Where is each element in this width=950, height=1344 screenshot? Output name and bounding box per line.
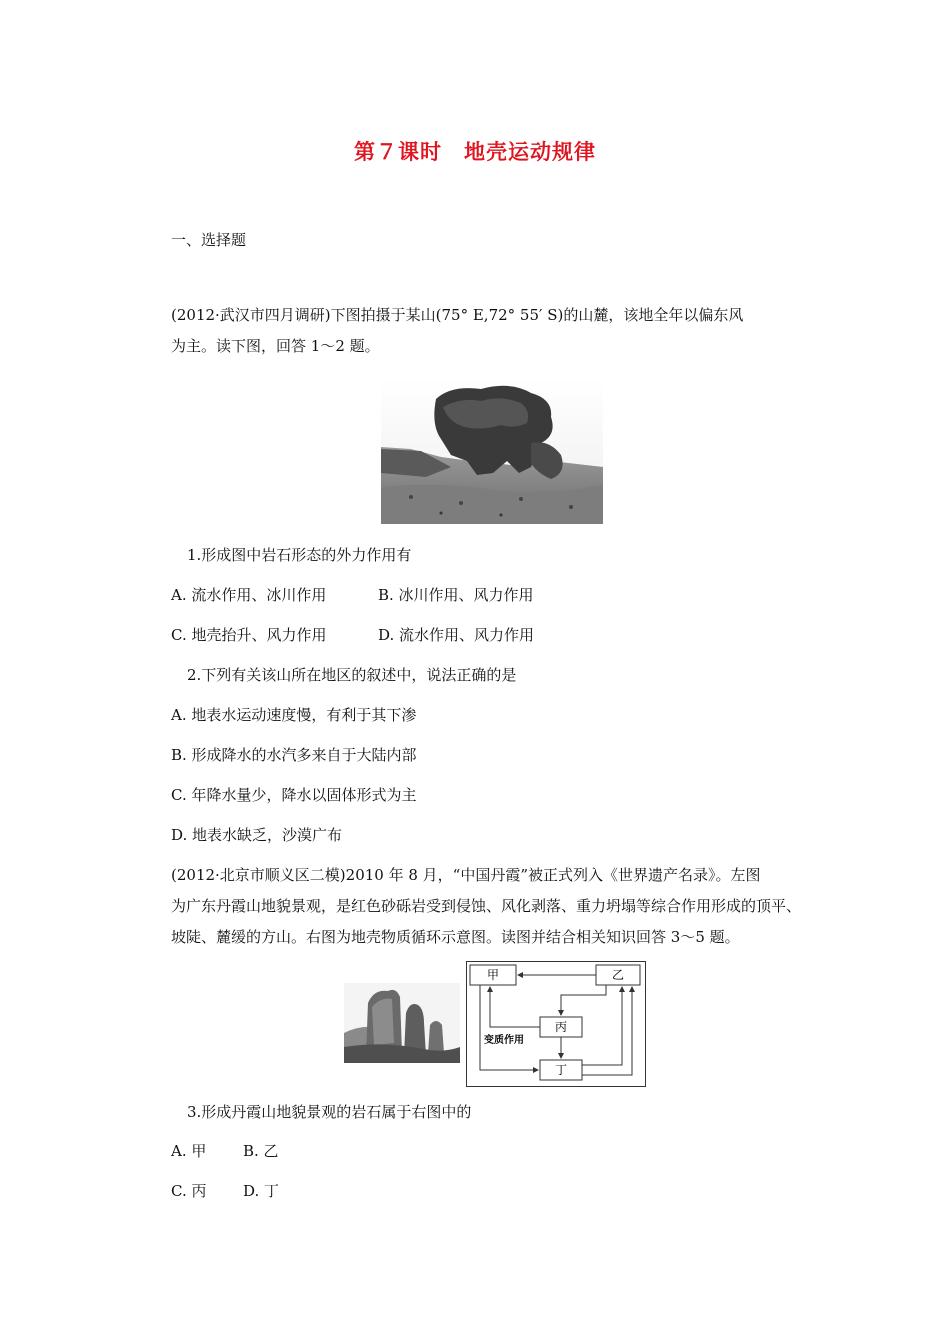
q1-stem: 1.形成图中岩石形态的外力作用有 <box>187 546 412 564</box>
q3-option-c: C. 丙 <box>171 1182 207 1200</box>
section-heading: 一、选择题 <box>171 231 247 249</box>
q1-option-c: C. 地壳抬升、风力作用 <box>171 626 327 644</box>
q1-option-a: A. 流水作用、冰川作用 <box>171 586 327 604</box>
rock-cycle-diagram <box>466 961 646 1087</box>
intro2-line1: (2012·北京市顺义区二模)2010 年 8 月，“中国丹霞”被正式列入《世界遗产名录》。左图 <box>171 866 761 884</box>
q2-stem: 2.下列有关该山所在地区的叙述中，说法正确的是 <box>187 666 517 684</box>
intro2-line3: 坡陡、麓缓的方山。右图为地壳物质循环示意图。读图并结合相关知识回答 3～5 题。 <box>171 928 740 946</box>
q2-option-a: A. 地表水运动速度慢，有利于其下渗 <box>171 706 417 724</box>
label-jia: 甲 <box>486 968 500 982</box>
intro2-line2: 为广东丹霞山地貌景观，是红色砂砾岩受到侵蚀、风化剥落、重力坍塌等综合作用形成的顶平、 <box>171 897 802 915</box>
q3-stem: 3.形成丹霞山地貌景观的岩石属于右图中的 <box>187 1103 472 1121</box>
q1-option-b: B. 冰川作用、风力作用 <box>378 586 534 604</box>
intro1-line1: (2012·武汉市四月调研)下图拍摄于某山(75° E,72° 55′ S)的山麓，该地全年以偏东风 <box>171 306 744 324</box>
q2-option-d: D. 地表水缺乏，沙漠广布 <box>171 826 343 844</box>
q3-option-a: A. 甲 <box>171 1142 207 1160</box>
label-yi: 乙 <box>611 968 625 982</box>
label-ding: 丁 <box>554 1063 568 1077</box>
q2-option-c: C. 年降水量少，降水以固体形式为主 <box>171 786 417 804</box>
q3-option-b: B. 乙 <box>243 1142 279 1160</box>
label-metamorphism: 变质作用 <box>484 1035 524 1046</box>
q1-option-d: D. 流水作用、风力作用 <box>378 626 535 644</box>
label-bing: 丙 <box>554 1020 568 1034</box>
danxia-landscape-photo <box>344 983 460 1063</box>
q3-option-d: D. 丁 <box>243 1182 280 1200</box>
rock-formation-photo <box>381 377 603 524</box>
page-title: 第７课时 地壳运动规律 <box>354 140 596 164</box>
intro1-line2: 为主。读下图，回答 1～2 题。 <box>171 337 380 355</box>
q2-option-b: B. 形成降水的水汽多来自于大陆内部 <box>171 746 417 764</box>
